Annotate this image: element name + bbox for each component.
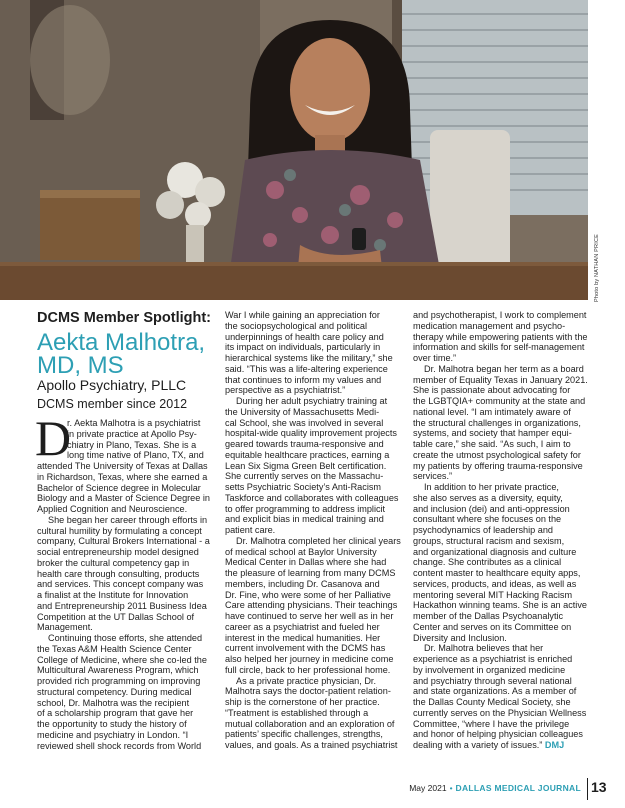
title-line-2: MD, MS: [37, 352, 124, 379]
text-line: to offer programming to address implicit: [225, 503, 386, 514]
body-column-1: [35, 410, 227, 751]
text-line: patient care.: [225, 525, 276, 535]
text-line: mutual collaboration and an exploration of: [225, 718, 395, 729]
footer-divider: [587, 778, 588, 800]
text-line: and services. This concept company was: [37, 579, 204, 590]
text-line: geared towards trauma-responsive and: [225, 439, 384, 449]
text-line: groups, structural racism and sexism,: [413, 535, 565, 546]
text-line: that continues to inform my values and: [225, 374, 382, 385]
text-line: cultural humility by formulating a concept: [37, 525, 202, 536]
text-line: create the utmost psychological safety for: [413, 449, 581, 460]
footer-text: [409, 783, 581, 793]
text-line: perspective as a psychiatrist.”: [225, 385, 346, 396]
text-line: currently serves on the Physician Wellness: [413, 707, 587, 718]
photo-credit: Photo by NATHAN PRICE: [594, 234, 600, 302]
text-line: the opportunity to study the history of: [37, 719, 187, 729]
text-line: patients’ specific challenges, strengths,: [225, 729, 383, 740]
text-line: medicine and psychiatry in London. “I: [37, 729, 189, 740]
text-line: health care through consulting, products: [37, 568, 200, 579]
text-line: hierarchical systems like the military,” she: [225, 353, 393, 363]
text-line: She currently serves on the Massachu-: [225, 471, 384, 482]
text-line: Malhotra says the doctor-patient relation-: [225, 686, 391, 697]
text-line: r. Aekta Malhotra is a psychiatrist: [67, 418, 201, 428]
text-line: and explicit bias in medical training and: [225, 514, 384, 525]
text-line: She is passionate about advocating for: [413, 385, 571, 396]
text-line: “Treatment is established through a: [225, 707, 369, 718]
text-line: by involvement in organized medicine: [413, 664, 566, 675]
text-line: Bachelor of Science degree in Molecular: [37, 482, 201, 493]
text-line: change. She contributes as a clinical: [413, 557, 562, 568]
text-line: services, products, and ideas, as well as: [413, 578, 577, 589]
text-line: and psychiatry through several national: [413, 675, 572, 686]
text-line: Care attending physicians. Their teachings: [225, 600, 398, 611]
text-line: underpinnings of health care policy and: [225, 331, 384, 342]
text-line: in private practice at Apollo Psy-: [67, 428, 197, 439]
text-line: she also serves as a diversity, equity,: [413, 492, 563, 503]
drop-cap: D: [35, 410, 72, 466]
last-line: [413, 740, 603, 751]
portrait-photo: [0, 0, 588, 300]
text-line: chiatry in Plano, Texas. She is a: [67, 439, 197, 450]
text-line: She began her career through efforts in: [48, 514, 208, 525]
text-line: values, and goals. As a trained psychiatrist: [225, 740, 398, 750]
text-line: experience as a psychiatrist is enriched: [413, 654, 573, 664]
text-line: Lean Six Sigma Green Belt certification.: [225, 460, 387, 471]
text-line: reviewed shell shock records from World: [37, 740, 202, 751]
text-line: therapy while empowering patients with the: [413, 331, 588, 342]
text-line: ship is the cornerstone of her practice.: [225, 697, 380, 707]
text-line: and organizational diagnosis and culture: [413, 546, 577, 557]
spotlight-kicker: DCMS Member Spotlight:: [37, 310, 211, 326]
text-line: the pleasure of learning from many DCMS: [225, 568, 396, 578]
text-line: provided rich programming on improving: [37, 676, 201, 686]
text-line: Medical Center in Dallas where she had: [225, 557, 387, 568]
text-line: As a private practice physician, Dr.: [236, 675, 376, 686]
text-line: the Texas A&M Health Science Center: [37, 643, 192, 654]
text-line: said. “This was a life-altering experience: [225, 363, 388, 374]
page-number: 13: [591, 779, 607, 795]
text-line: table care,” she said. “As such, I aim to: [413, 439, 571, 449]
text-line: members, including Dr. Casanova and: [225, 578, 380, 589]
text-line: career as a psychiatrist and fueled her: [225, 621, 380, 632]
text-line: current involvement with the DCMS has: [225, 643, 386, 654]
article-title: [37, 331, 227, 377]
text-line: of a scholarship program that gave her: [37, 708, 194, 719]
text-line: school, Dr. Malhotra was the recipient: [37, 697, 190, 708]
text-line: attended The University of Texas at Dallas: [37, 461, 208, 471]
text-line: company, Cultural Brokers International - a: [37, 536, 210, 547]
body-column-3: [413, 310, 603, 751]
text-line: Center and serves on its Committee on: [413, 621, 572, 632]
member-since: DCMS member since 2012: [37, 397, 188, 411]
text-line: Multicultural Awareness Program, which: [37, 665, 199, 676]
text-line: cal School, she was involved in several: [225, 417, 384, 428]
text-line: long time native of Plano, TX, and: [67, 450, 204, 461]
text-line: the University of Massachusetts Medi-: [225, 406, 380, 417]
text-line: information and skills for self-management: [413, 342, 585, 353]
organization: Apollo Psychiatry, PLLC: [37, 377, 187, 393]
body-column-2: [225, 310, 415, 751]
text-line: Dr. Malhotra completed her clinical years: [236, 535, 401, 546]
text-line: of medical school at Baylor University: [225, 546, 377, 557]
text-line: member of Equality Texas in January 2021.: [413, 374, 588, 385]
text-line: Diversity and Inclusion.: [413, 632, 507, 643]
text-line: systems, and society that hamper equi-: [413, 428, 572, 439]
text-line: Dr. Fine, who were some of her Palliative: [225, 589, 391, 600]
text-line: Hackathon winning teams. She is an active: [413, 600, 587, 611]
text-line: the Dallas County Medical Society, she: [413, 697, 571, 707]
text-line: hospital-wide quality improvement projects: [225, 428, 397, 439]
text-line: national level. “I am intimately aware of: [413, 406, 571, 417]
text-line: consultant where she focuses on the: [413, 514, 562, 525]
text-line: dealing with a variety of issues.”: [413, 740, 543, 750]
text-line: in Richardson, Texas, where she earned a: [37, 471, 208, 482]
text-line: During her adult psychiatry training at: [236, 396, 388, 406]
text-line: services.”: [413, 471, 453, 482]
text-line: the sociopsychological and political: [225, 320, 368, 331]
text-line: have continued to serve her well as in her: [225, 611, 394, 621]
footer-separator: •: [449, 783, 453, 793]
text-line: Dr. Malhotra began her term as a board: [424, 363, 584, 374]
text-line: and honor of helping physician colleagues: [413, 729, 583, 740]
text-line: medication management and psycho-: [413, 320, 566, 331]
text-line: and inclusion (dei) and anti-oppression: [413, 503, 570, 514]
text-line: Management.: [37, 622, 93, 633]
text-line: mentoring several MIT Hacking Racism: [413, 589, 573, 600]
text-line: social entrepreneurship model designed: [37, 547, 199, 557]
text-line: interest in the medical humanities. Her: [225, 632, 381, 643]
text-line: Dr. Malhotra believes that her: [424, 643, 544, 654]
page-footer: [0, 778, 625, 800]
text-line: In addition to her private practice,: [424, 482, 559, 492]
text-line: equitable healthcare practices, earning a: [225, 449, 390, 460]
text-line: the structural challenges in organizations,: [413, 417, 581, 428]
text-line: also helped her journey in medicine come: [225, 654, 394, 664]
text-line: College of Medicine, where she co-led the: [37, 654, 207, 665]
text-line: structural competency. During medical: [37, 686, 192, 697]
text-line: full circle, back to her professional home.: [225, 664, 391, 675]
text-line: Applied Cognition and Neuroscience.: [37, 504, 188, 514]
text-line: its impact on individuals, particularly in: [225, 342, 381, 353]
text-line: Biology and a Master of Science Degree in: [37, 493, 210, 504]
text-line: over time.”: [413, 353, 457, 363]
end-mark: DMJ: [544, 740, 565, 750]
text-line: and psychotherapist, I work to complement: [413, 310, 587, 320]
text-line: my patients by offering trauma-responsive: [413, 460, 583, 471]
text-line: psychodynamics of leadership and: [413, 525, 553, 535]
text-line: setts Psychiatric Society’s Anti-Racism: [225, 482, 382, 492]
text-line: content master to healthcare equity apps,: [413, 568, 581, 578]
text-line: member of the Dallas Psychoanalytic: [413, 611, 564, 621]
text-line: Continuing those efforts, she attended: [48, 633, 203, 643]
text-line: broker the cultural competency gap in: [37, 557, 190, 568]
text-line: the LGBTQIA+ community at the state and: [413, 396, 586, 406]
text-line: Competition at the UT Dallas School of: [37, 611, 195, 622]
text-line: a finalist at the Institute for Innovation: [37, 590, 189, 600]
text-line: Committee, “where I have the privilege: [413, 718, 570, 729]
issue-date: May 2021: [409, 783, 447, 793]
text-line: and state organizations. As a member of: [413, 686, 577, 697]
text-line: War I while gaining an appreciation for: [225, 310, 380, 320]
portrait-illustration: [0, 0, 588, 300]
text-line: Taskforce and collaborates with colleagues: [225, 492, 399, 503]
title-line-1: Aekta Malhotra,: [37, 329, 206, 356]
text-line: and Entrepreneurship 2011 Business Idea: [37, 600, 207, 611]
journal-name: DALLAS MEDICAL JOURNAL: [455, 783, 581, 793]
